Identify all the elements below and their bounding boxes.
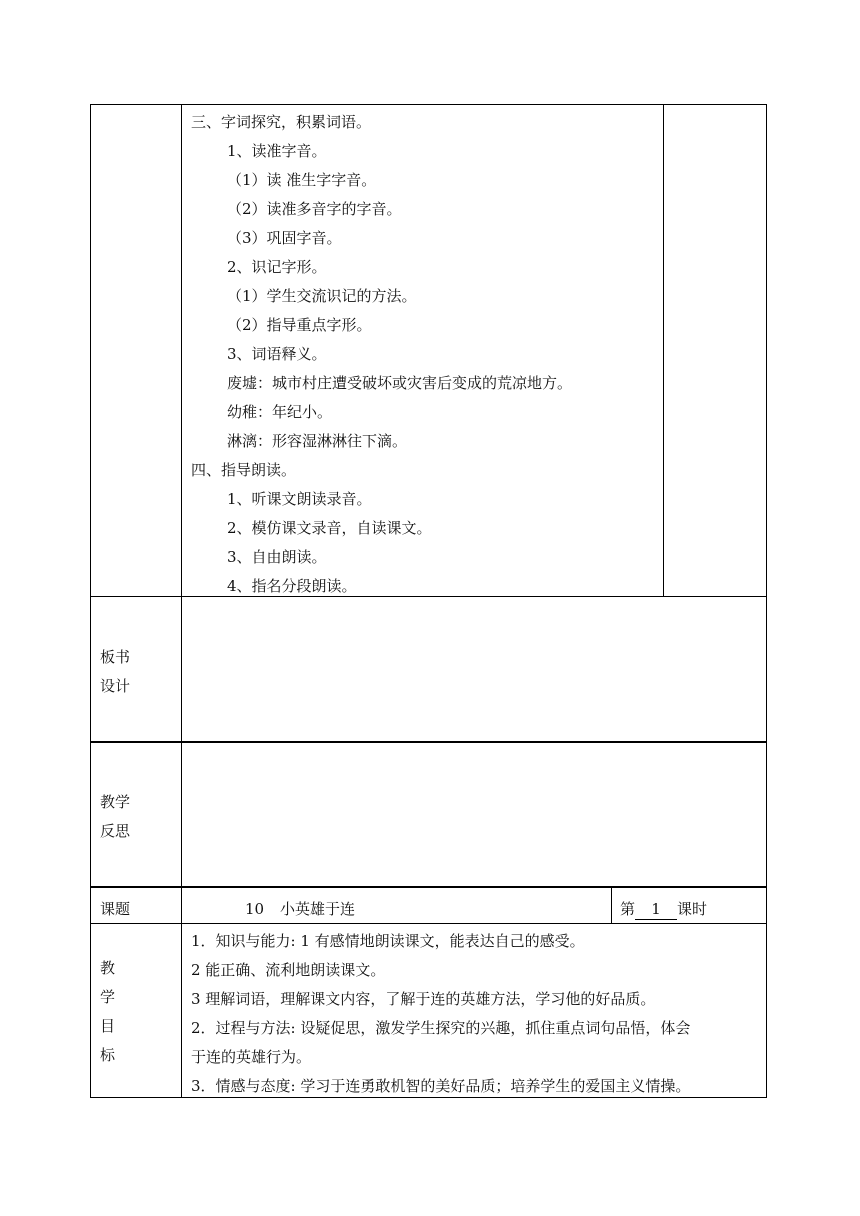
- goal-process: 2．过程与方法: 设疑促思，激发学生探究的兴趣，抓住重点词句品悟，体会: [191, 1019, 691, 1037]
- goal-fluent-reading: 2 能正确、流利地朗读课文。: [191, 961, 386, 979]
- definition-linli: 淋漓：形容湿淋淋往下滴。: [227, 432, 408, 450]
- reflection-label-line2: 反思: [100, 822, 131, 840]
- border-bottom: [90, 1097, 767, 1098]
- step-memorize-shapes: 2、识记字形。: [227, 258, 327, 276]
- goal-process-cont: 于连的英雄行为。: [191, 1048, 312, 1066]
- border-period-col: [611, 887, 612, 923]
- period-prefix: 第: [620, 900, 636, 918]
- border-left: [90, 104, 91, 1098]
- border-notes-col: [663, 104, 664, 596]
- heading-word-study: 三、字词探究，积累词语。: [191, 113, 372, 131]
- step-imitate-reading: 2、模仿课文录音，自读课文。: [227, 519, 432, 537]
- substep-key-shapes: （2）指导重点字形。: [227, 316, 372, 334]
- substep-read-new-chars: （1）读 准生字字音。: [227, 171, 377, 189]
- border-label-col: [181, 104, 182, 1098]
- goal-emotion: 3．情感与态度: 学习于连勇敢机智的美好品质；培养学生的爱国主义情操。: [191, 1077, 691, 1095]
- period-number: 1: [635, 899, 677, 920]
- step-read-pronunciation: 1、读准字音。: [227, 142, 327, 160]
- topic-number: 10: [245, 900, 265, 918]
- reflection-label-line1: 教学: [100, 793, 131, 811]
- topic-label: 课题: [100, 900, 131, 918]
- topic-title: 小英雄于连: [280, 900, 356, 918]
- step-free-reading: 3、自由朗读。: [227, 548, 327, 566]
- goals-label-char4: 标: [100, 1046, 116, 1064]
- goals-label-char1: 教: [100, 959, 116, 977]
- heading-guided-reading: 四、指导朗读。: [191, 461, 297, 479]
- period-field: [620, 899, 707, 920]
- goals-label-char2: 学: [100, 988, 116, 1006]
- board-label-line2: 设计: [100, 677, 131, 695]
- substep-share-methods: （1）学生交流识记的方法。: [227, 287, 417, 305]
- goal-knowledge: 1．知识与能力: 1 有感情地朗读课文，能表达自己的感受。: [191, 932, 585, 950]
- step-listen-recording: 1、听课文朗读录音。: [227, 490, 372, 508]
- substep-consolidate: （3）巩固字音。: [227, 229, 342, 247]
- goal-understand: 3 理解词语，理解课文内容，了解于连的英雄方法，学习他的好品质。: [191, 990, 656, 1008]
- border-row3: [90, 886, 767, 888]
- border-top: [90, 104, 767, 105]
- definition-feixu: 废墟：城市村庄遭受破坏或灾害后变成的荒凉地方。: [227, 374, 573, 392]
- goals-label-char3: 目: [100, 1017, 116, 1035]
- border-row2: [90, 741, 767, 743]
- border-row4: [90, 923, 767, 924]
- definition-youzhi: 幼稚：年纪小。: [227, 403, 333, 421]
- border-row1: [90, 596, 767, 597]
- period-suffix: 课时: [677, 900, 708, 918]
- board-label-line1: 板书: [100, 648, 131, 666]
- substep-polyphonic: （2）读准多音字的字音。: [227, 200, 402, 218]
- step-word-meaning: 3、词语释义。: [227, 345, 327, 363]
- step-segment-reading: 4、指名分段朗读。: [227, 577, 357, 595]
- border-right: [766, 104, 767, 1098]
